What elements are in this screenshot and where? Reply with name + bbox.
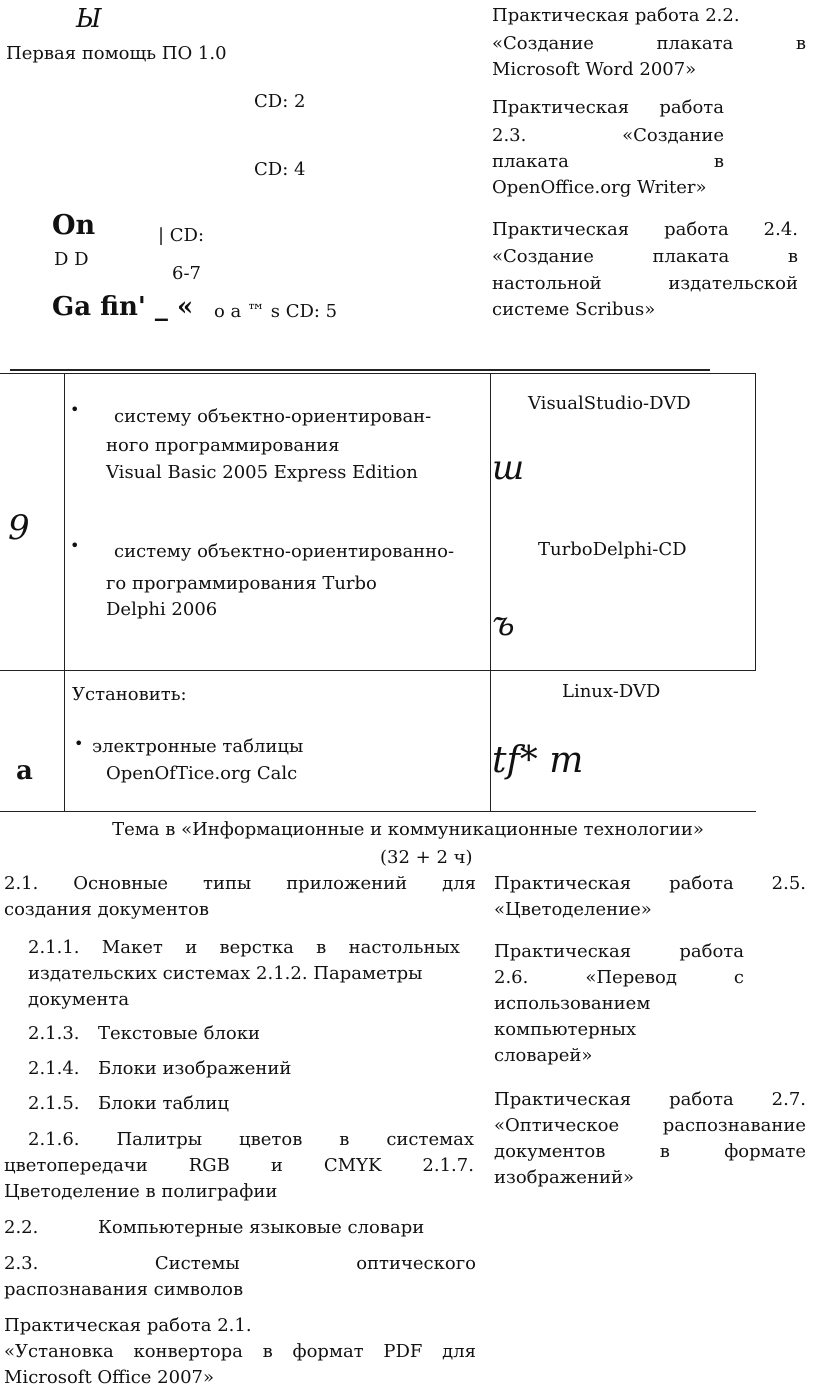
word: оптического bbox=[356, 1253, 476, 1274]
pr24-line2 bbox=[492, 245, 798, 269]
word: 2.4. bbox=[763, 219, 798, 240]
word: в bbox=[659, 1141, 670, 1162]
word: с bbox=[733, 967, 744, 988]
pr21-line1: Практическая работа 2.1. bbox=[4, 1315, 252, 1336]
item2-line2: го программирования Turbo bbox=[106, 573, 377, 594]
topic-2-3-line2: распознавания символов bbox=[4, 1279, 244, 1300]
word: PDF bbox=[383, 1341, 423, 1362]
pr21-line3: Microsoft Office 2007» bbox=[4, 1367, 214, 1388]
label-dd: D D bbox=[54, 249, 89, 270]
calc-line1: электронные таблицы bbox=[92, 736, 304, 757]
glyph-y: Ы bbox=[76, 4, 102, 34]
word: в bbox=[316, 937, 327, 958]
word: формате bbox=[724, 1141, 806, 1162]
media-visualstudio: VisualStudio-DVD bbox=[528, 393, 691, 414]
topic-2-2-num: 2.2. bbox=[4, 1217, 39, 1238]
word: 2.5. bbox=[771, 873, 806, 894]
word: 2.1. bbox=[4, 873, 39, 894]
word: Практическая bbox=[494, 1089, 632, 1110]
pr26-line2 bbox=[494, 966, 744, 990]
word: плаката bbox=[492, 151, 569, 172]
cd-2: CD: 2 bbox=[254, 91, 306, 112]
word: «Перевод bbox=[585, 967, 677, 988]
word: типы bbox=[202, 873, 252, 894]
word: в bbox=[713, 151, 724, 172]
word: Основные bbox=[73, 873, 169, 894]
word: плаката bbox=[652, 246, 730, 267]
pr23-line1 bbox=[492, 96, 724, 120]
topic-2-1-6-line3: Цветоделение в полиграфии bbox=[4, 1181, 278, 1202]
table-top-border bbox=[0, 373, 756, 374]
pr24-line3 bbox=[492, 272, 798, 296]
word: «Установка bbox=[4, 1341, 114, 1362]
word: CMYK bbox=[323, 1155, 382, 1176]
pr26-line5: словарей» bbox=[494, 1045, 593, 1066]
section-hours: (32 + 2 ч) bbox=[380, 847, 473, 868]
word: 2.1.6. bbox=[28, 1129, 80, 1150]
topic-2-1-6-line2 bbox=[4, 1154, 474, 1178]
topic-2-1-line1 bbox=[4, 872, 476, 896]
word: системах bbox=[386, 1129, 474, 1150]
word: Палитры bbox=[116, 1129, 203, 1150]
table-col-border-2 bbox=[490, 373, 491, 812]
pr26-line3: использованием bbox=[494, 993, 651, 1014]
pr26-line4: компьютерных bbox=[494, 1019, 637, 1040]
table-row-border bbox=[0, 670, 756, 671]
label-on: On bbox=[52, 210, 96, 241]
table-col-border-3 bbox=[755, 373, 756, 671]
bar-cd: | CD: bbox=[158, 225, 205, 246]
pr26-line1 bbox=[494, 940, 744, 964]
word: «Создание bbox=[492, 33, 594, 54]
word: Макет bbox=[101, 937, 163, 958]
pr23-line4: OpenOffice.org Writer» bbox=[492, 177, 707, 198]
word: «Создание bbox=[492, 246, 594, 267]
word: 2.3. bbox=[4, 1253, 39, 1274]
item1-line1: систему объектно-ориентирован- bbox=[114, 406, 432, 427]
word: 2.7. bbox=[771, 1089, 806, 1110]
program-name: Первая помощь ПО 1.0 bbox=[6, 43, 227, 64]
word: в bbox=[787, 246, 798, 267]
topic-2-1-4: Блоки изображений bbox=[98, 1058, 292, 1079]
word: и bbox=[185, 937, 198, 958]
word: для bbox=[442, 873, 476, 894]
word: 2.3. bbox=[492, 125, 527, 146]
cd-4: CD: 4 bbox=[254, 159, 306, 180]
word: Практическая bbox=[494, 941, 632, 962]
pr23-line2 bbox=[492, 124, 724, 148]
word: приложений bbox=[286, 873, 408, 894]
word: распознавание bbox=[662, 1115, 806, 1136]
word: настольной bbox=[492, 273, 602, 294]
topic-2-1-1-line3: документа bbox=[28, 989, 130, 1010]
word: в bbox=[795, 33, 806, 54]
word: конвертора bbox=[133, 1341, 243, 1362]
table-col-border-1 bbox=[64, 373, 65, 812]
word: «Создание bbox=[622, 125, 724, 146]
section-title: Тема в «Информационные и коммуникационные технологии» bbox=[112, 819, 704, 840]
word: цветов bbox=[239, 1129, 303, 1150]
word: в bbox=[339, 1129, 350, 1150]
word: работа bbox=[664, 219, 729, 240]
pr24-line4: системе Scribus» bbox=[492, 299, 656, 320]
word: настольных bbox=[348, 937, 460, 958]
install-label: Установить: bbox=[72, 684, 187, 705]
media-linux: Linux-DVD bbox=[562, 681, 661, 702]
label-gafin-tail: o a ™ s CD: 5 bbox=[214, 301, 338, 322]
word: работа bbox=[669, 1089, 734, 1110]
media-turbodelphi: TurboDelphi-CD bbox=[538, 539, 687, 560]
word: формат bbox=[292, 1341, 364, 1362]
range-6-7: 6-7 bbox=[172, 263, 201, 284]
topic-2-1-line2: создания документов bbox=[4, 899, 209, 920]
pr22-line2 bbox=[492, 32, 806, 56]
word: работа bbox=[659, 97, 724, 118]
glyph-tfm: tf* m bbox=[492, 740, 584, 781]
word: RGB bbox=[188, 1155, 230, 1176]
topic-2-1-3: Текстовые блоки bbox=[98, 1023, 260, 1044]
topic-2-3-line1 bbox=[4, 1252, 476, 1276]
pr22-line1: Практическая работа 2.2. bbox=[492, 5, 740, 26]
item2-line1: систему объектно-ориентированно- bbox=[114, 541, 455, 562]
bullet: • bbox=[70, 400, 80, 419]
topic-2-1-5: Блоки таблиц bbox=[98, 1093, 230, 1114]
glyph-sha: ш bbox=[492, 448, 525, 488]
word: «Оптическое bbox=[494, 1115, 620, 1136]
word: Практическая bbox=[494, 873, 632, 894]
item1-line3: Visual Basic 2005 Express Edition bbox=[106, 462, 418, 483]
topic-2-1-1-line2: издательских системах 2.1.2. Параметры bbox=[28, 963, 423, 984]
pr27-line3 bbox=[494, 1140, 806, 1164]
label-gafin: Ga fin' _ « bbox=[52, 292, 194, 322]
word: 2.1.7. bbox=[422, 1155, 474, 1176]
word: плаката bbox=[656, 33, 734, 54]
word: в bbox=[262, 1341, 273, 1362]
topic-2-2: Компьютерные языковые словари bbox=[98, 1217, 425, 1238]
table-bottom-border bbox=[0, 811, 756, 812]
topic-2-1-3-num: 2.1.3. bbox=[28, 1023, 80, 1044]
bullet: • bbox=[70, 536, 80, 555]
pr27-line4: изображений» bbox=[494, 1167, 634, 1188]
topic-2-1-5-num: 2.1.5. bbox=[28, 1093, 80, 1114]
row-number: 9 bbox=[8, 508, 30, 548]
pr22-line3: Microsoft Word 2007» bbox=[492, 59, 697, 80]
item2-line3: Delphi 2006 bbox=[106, 599, 218, 620]
topic-2-1-1-line1 bbox=[28, 936, 460, 960]
word: для bbox=[442, 1341, 476, 1362]
word: документов bbox=[494, 1141, 606, 1162]
bullet: • bbox=[74, 734, 84, 753]
item1-line2: ного программирования bbox=[106, 435, 340, 456]
word: Системы bbox=[154, 1253, 240, 1274]
word: 2.6. bbox=[494, 967, 529, 988]
word: Практическая bbox=[492, 97, 630, 118]
word: издательской bbox=[668, 273, 798, 294]
pr24-line1 bbox=[492, 218, 798, 242]
pr21-line2 bbox=[4, 1340, 476, 1364]
word: верстка bbox=[219, 937, 294, 958]
word: и bbox=[270, 1155, 283, 1176]
pr25-line2: «Цветоделение» bbox=[494, 899, 652, 920]
pr27-line1 bbox=[494, 1088, 806, 1112]
word: Практическая bbox=[492, 219, 630, 240]
pr25-line1 bbox=[494, 872, 806, 896]
glyph-hard-sign: ъ bbox=[492, 604, 515, 644]
pr23-line3 bbox=[492, 150, 724, 174]
word: цветопередачи bbox=[4, 1155, 148, 1176]
separator-line bbox=[10, 369, 710, 371]
pr27-line2 bbox=[494, 1114, 806, 1138]
calc-line2: OpenOfTice.org Calc bbox=[106, 763, 298, 784]
topic-2-1-4-num: 2.1.4. bbox=[28, 1058, 80, 1079]
row-letter: а bbox=[16, 756, 33, 786]
word: 2.1.1. bbox=[28, 937, 80, 958]
topic-2-1-6-line1 bbox=[28, 1128, 474, 1152]
word: работа bbox=[669, 873, 734, 894]
word: работа bbox=[679, 941, 744, 962]
